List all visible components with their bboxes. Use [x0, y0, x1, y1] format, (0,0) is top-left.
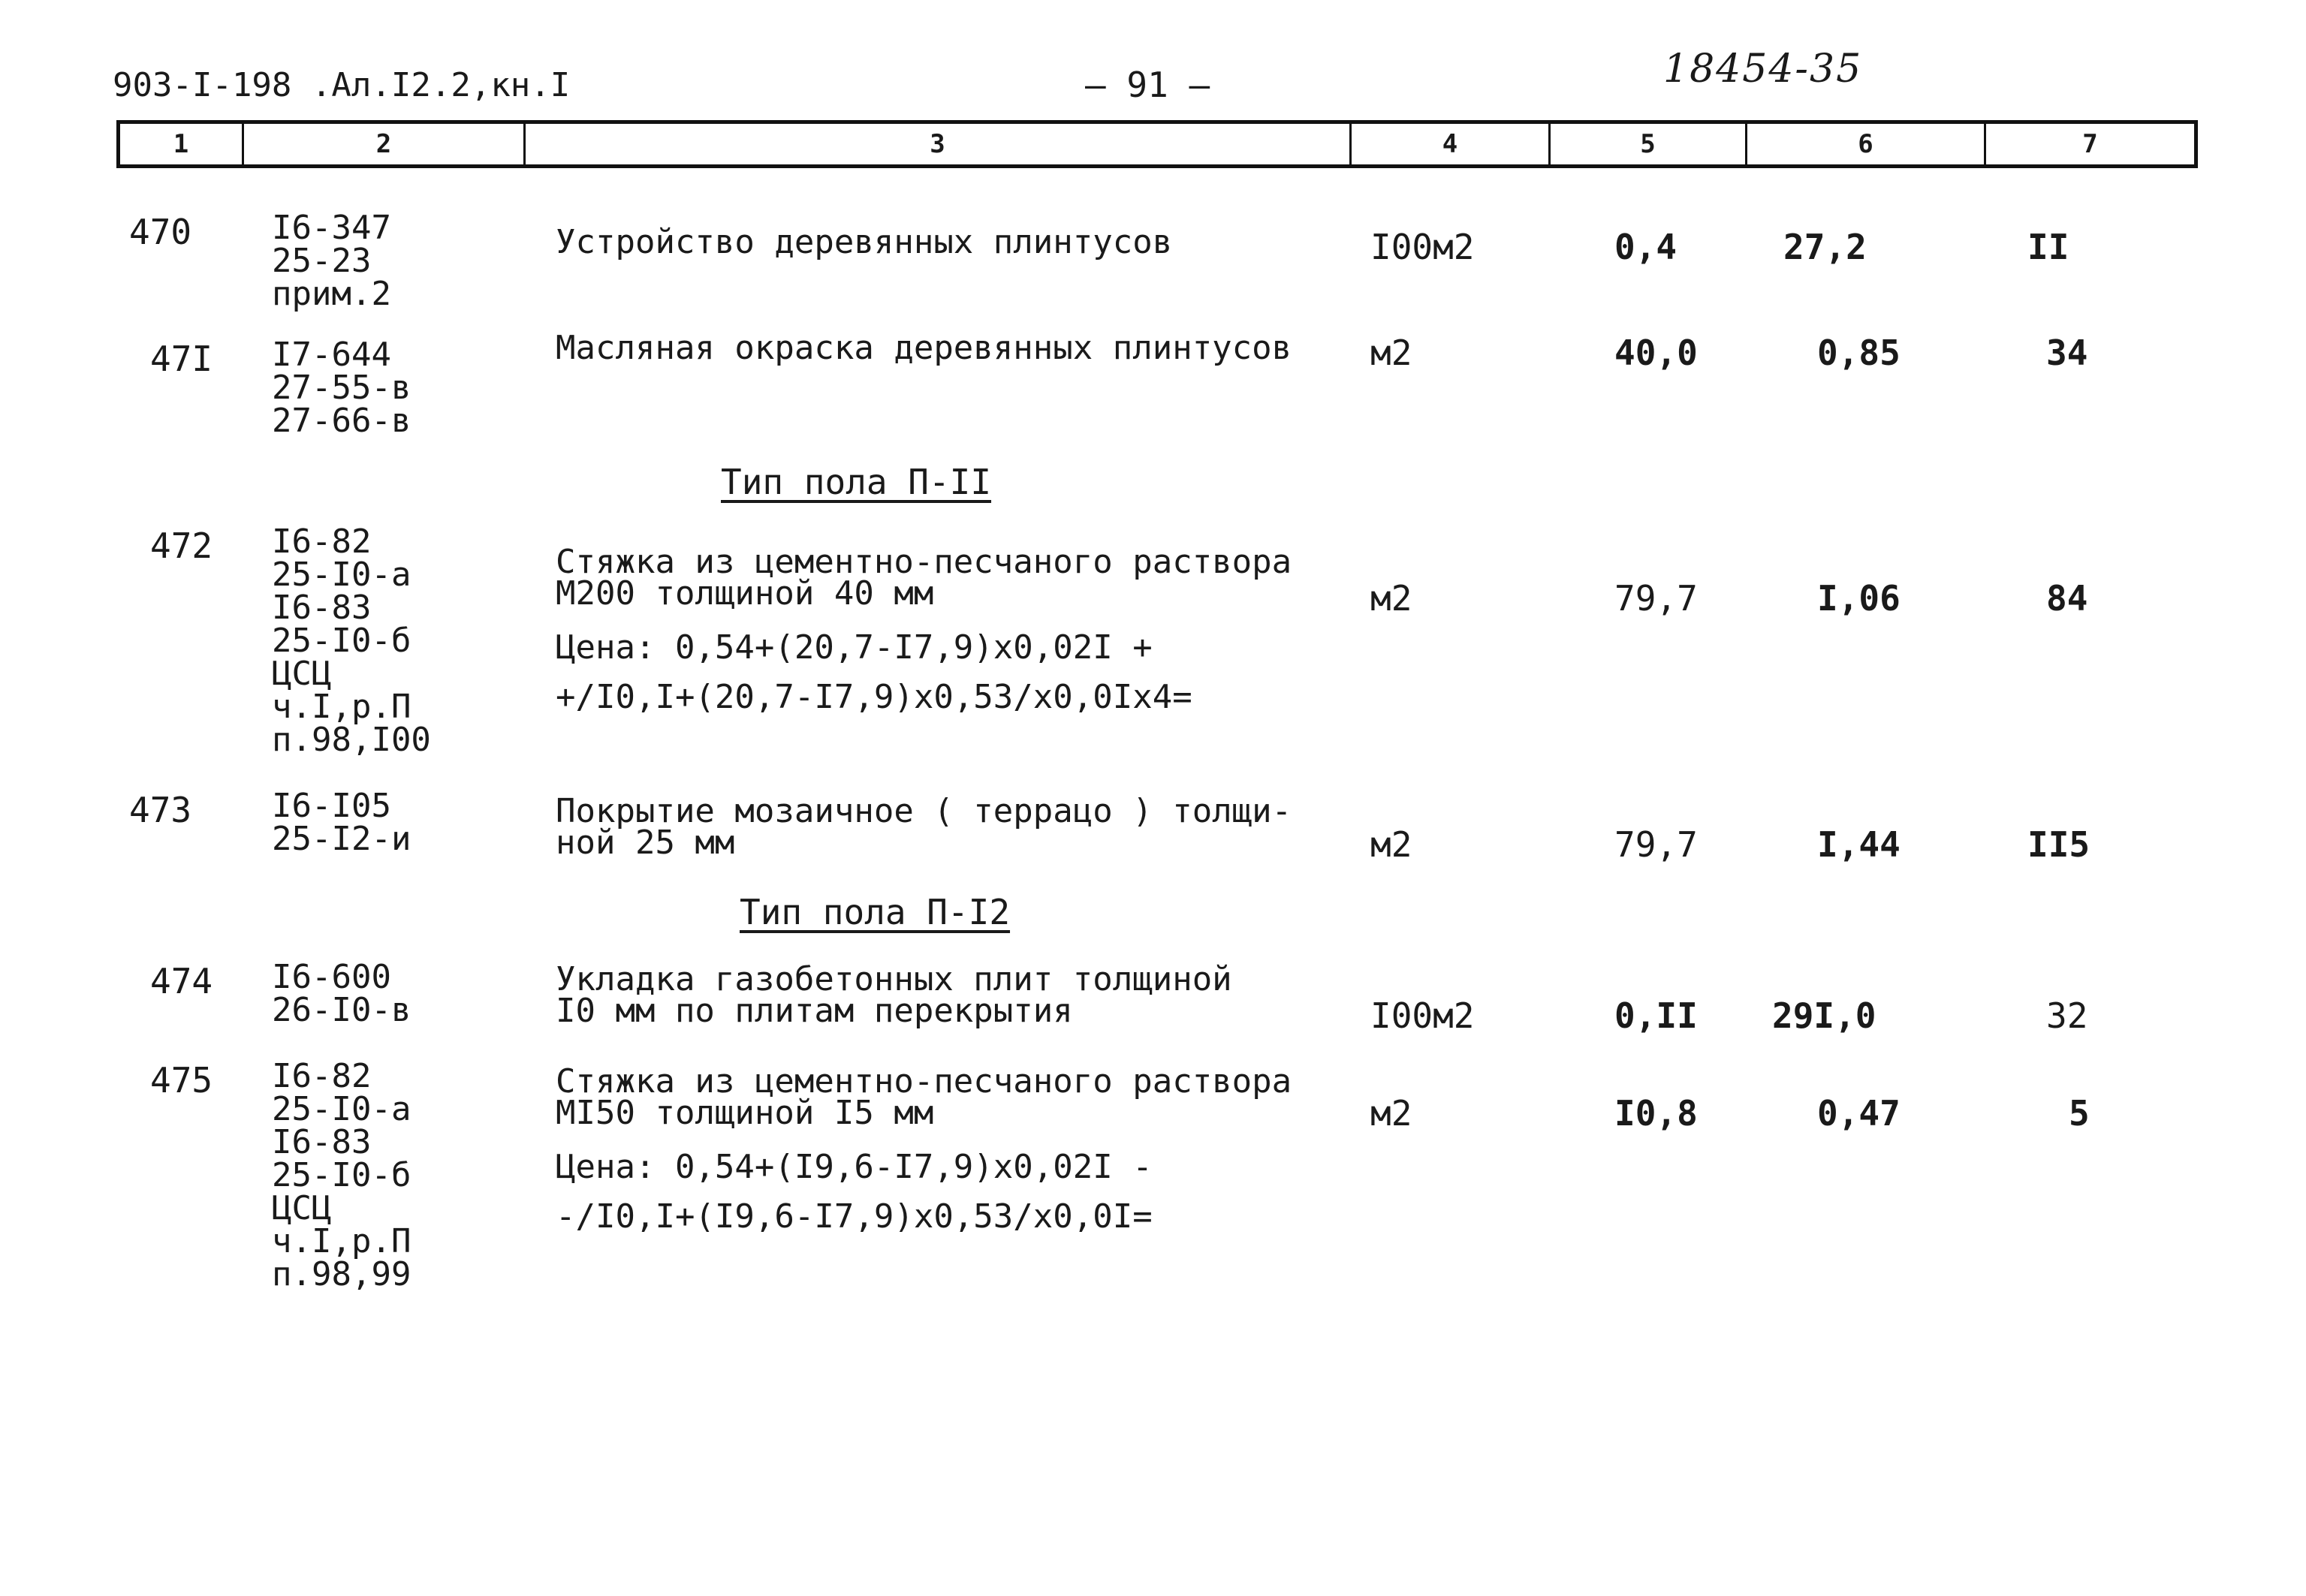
row-number: 474 [150, 961, 213, 1001]
norm-codes: I7-644 27-55-в 27-66-в [272, 336, 411, 440]
norm-codes: I6-600 26-I0-в [272, 958, 411, 1029]
work-description: Покрытие мозаичное ( террацо ) толщи- ной 25 мм [556, 792, 1292, 862]
unit-value: I00м2 [1370, 227, 1475, 267]
row-number: 47I [150, 339, 213, 379]
quantity-value: 0,4 [1614, 227, 1678, 267]
work-description: Стяжка из цементно-песчаного раствора М200 толщиной 40 мм Цена: 0,54+(20,7-I7,9)х0,02I + +/I0,I+(20,7-I7,9)х0,53/х0,0Iх4= [556, 547, 1292, 722]
norm-codes: I6-I05 25-I2-и [272, 787, 411, 858]
norm-codes: I6-82 25-I0-а I6-83 25-I0-б ЦСЦ ч.I,р.П п.98,I00 [272, 522, 431, 759]
column-header-2: 2 [244, 124, 526, 164]
quantity-value: I0,8 [1614, 1093, 1698, 1134]
column-header-3: 3 [526, 124, 1352, 164]
work-description: Стяжка из цементно-песчаного раствора МI50 толщиной I5 мм Цена: 0,54+(I9,6-I7,9)х0,02I - -/I0,I+(I9,6-I7,9)х0,53/х0,0I= [556, 1066, 1292, 1242]
unit-value: I00м2 [1370, 995, 1475, 1036]
column-header-row [116, 120, 2198, 168]
total-value: 5 [2069, 1093, 2090, 1134]
norm-codes: I6-347 25-23 прим.2 [272, 209, 391, 313]
unit-value: м2 [1370, 824, 1412, 865]
section-heading: Тип пола П-I2 [740, 892, 1011, 932]
column-header-6: 6 [1747, 124, 1986, 164]
column-header-1: 1 [120, 124, 244, 164]
price-value: 29I,0 [1772, 995, 1876, 1036]
quantity-value: 40,0 [1614, 333, 1698, 373]
price-value: 27,2 [1783, 227, 1867, 267]
page-number: — 91 — [1085, 65, 1210, 105]
work-description: Укладка газобетонных плит толщиной I0 мм по плитам перекрытия [556, 960, 1232, 1030]
total-value: 34 [2046, 333, 2088, 373]
quantity-value: 79,7 [1614, 824, 1698, 865]
price-value: 0,85 [1817, 333, 1901, 373]
column-header-5: 5 [1551, 124, 1747, 164]
column-header-7: 7 [2082, 129, 2098, 159]
quantity-value: 79,7 [1614, 578, 1698, 619]
total-value: 32 [2046, 995, 2088, 1036]
section-heading: Тип пола П-II [721, 462, 992, 502]
row-number: 470 [129, 212, 192, 252]
norm-codes: I6-82 25-I0-а I6-83 25-I0-б ЦСЦ ч.I,р.П п.98,99 [272, 1057, 411, 1293]
row-number: 472 [150, 525, 213, 566]
unit-value: м2 [1370, 578, 1412, 619]
price-value: 0,47 [1817, 1093, 1901, 1134]
row-number: 473 [129, 790, 192, 830]
price-calculation: Цена: 0,54+(20,7-I7,9)х0,02I + +/I0,I+(20,7-I7,9)х0,53/х0,0Iх4= [556, 628, 1192, 716]
quantity-value: 0,II [1614, 995, 1698, 1036]
price-calculation: Цена: 0,54+(I9,6-I7,9)х0,02I - -/I0,I+(I9,6-I7,9)х0,53/х0,0I= [556, 1148, 1153, 1236]
row-number: 475 [150, 1060, 213, 1101]
price-value: I,44 [1817, 824, 1901, 865]
total-value: II [2027, 227, 2069, 267]
handwritten-ref: 18454-35 [1663, 47, 1863, 92]
unit-value: м2 [1370, 1093, 1412, 1134]
price-value: I,06 [1817, 578, 1901, 619]
unit-value: м2 [1370, 333, 1412, 373]
document-code: 903-I-198 .Ал.I2.2,кн.I [113, 66, 571, 104]
total-value: II5 [2027, 824, 2090, 865]
work-description: Масляная окраска деревянных плинтусов [556, 329, 1292, 367]
total-value: 84 [2046, 578, 2088, 619]
work-description: Устройство деревянных плинтусов [556, 223, 1173, 261]
column-header-4: 4 [1352, 124, 1551, 164]
